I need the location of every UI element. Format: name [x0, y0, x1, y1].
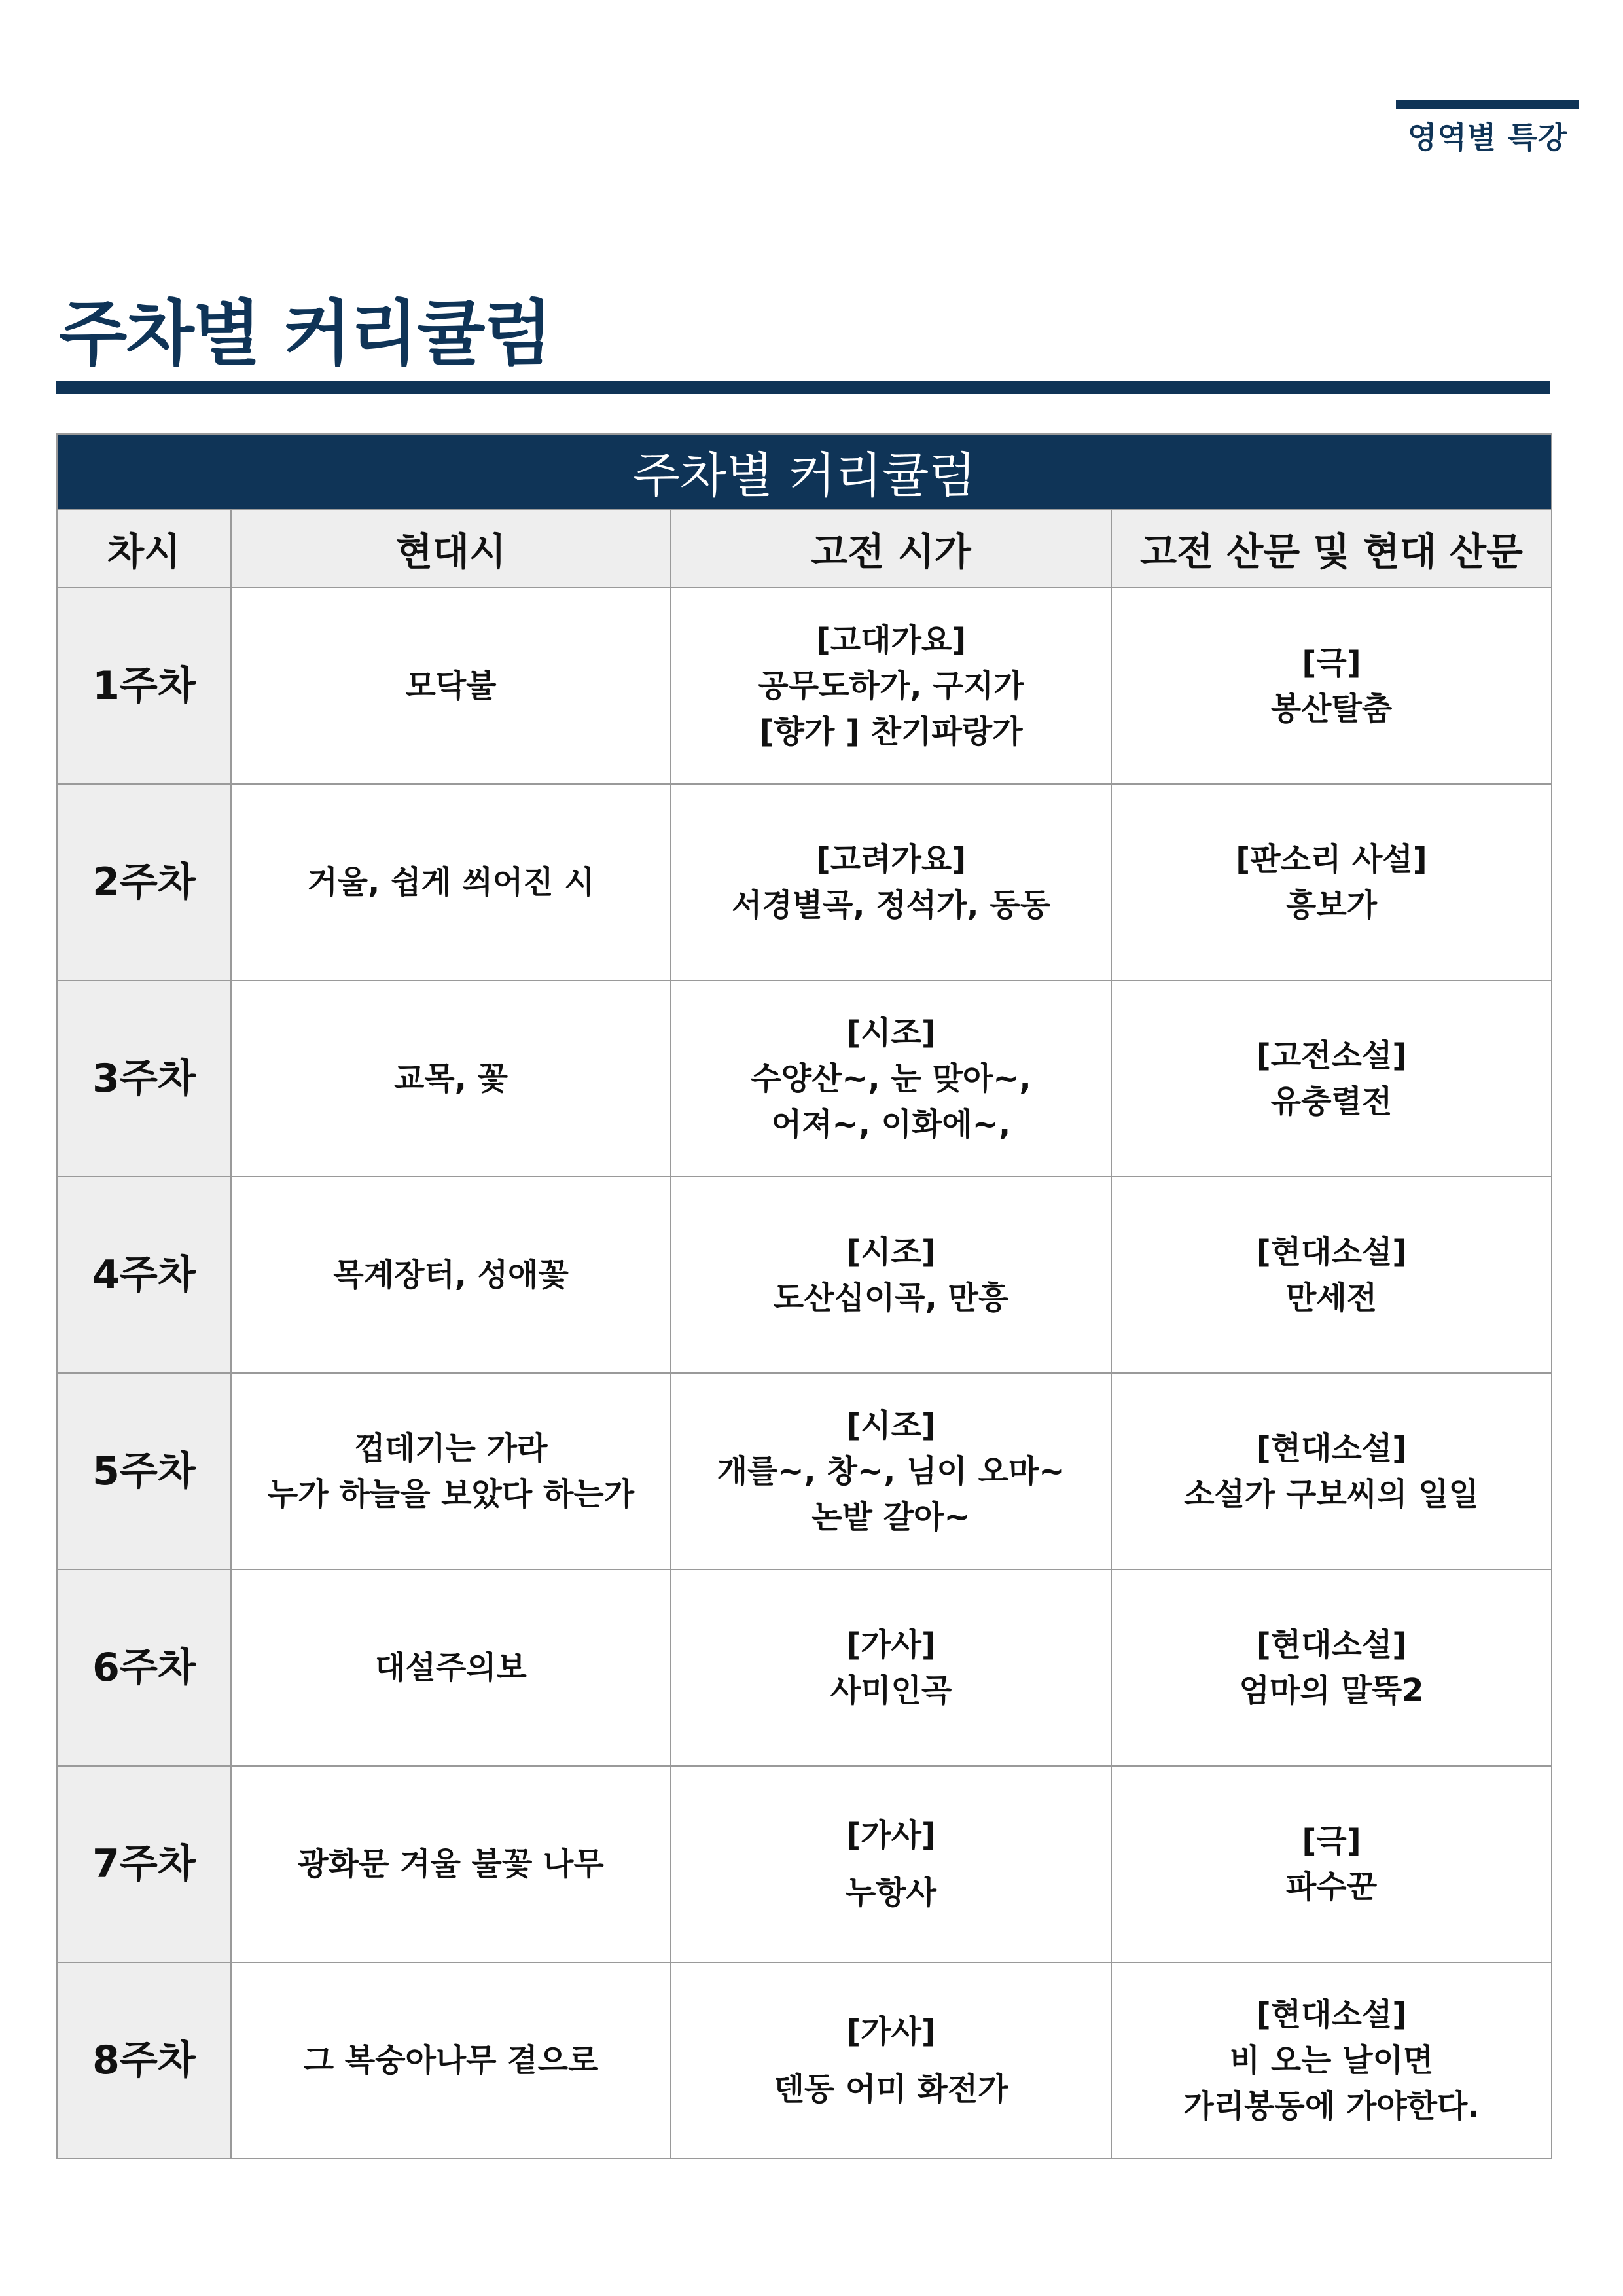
cell-line: 도산십이곡, 만흥 — [773, 1280, 1009, 1316]
curriculum-table — [56, 433, 1552, 2159]
column-header-session: 차시 — [57, 509, 231, 588]
modern-poetry-cell — [231, 980, 671, 1177]
classical-poetry-cell — [671, 1570, 1111, 1766]
modern-poetry-cell — [231, 784, 671, 980]
week-cell: 6주차 — [57, 1570, 231, 1766]
prose-cell — [1111, 1177, 1552, 1373]
week-cell: 1주차 — [57, 588, 231, 784]
prose-cell — [1111, 784, 1552, 980]
cell-line: 누가 하늘을 보았다 하는가 — [267, 1476, 635, 1513]
cell-line: [가사] — [846, 1817, 936, 1854]
section-label: 영역별 특강 — [1407, 120, 1568, 155]
prose-cell — [1111, 1766, 1552, 1962]
cell-line: [판소리 사설] — [1236, 841, 1427, 878]
cell-line: 유충렬전 — [1270, 1083, 1393, 1120]
table-row — [57, 1177, 1552, 1373]
prose-cell — [1111, 1962, 1552, 2159]
modern-poetry-cell — [231, 1570, 671, 1766]
cell-line: 공무도하가, 구지가 — [758, 668, 1024, 704]
cell-line: [현대소설] — [1256, 1430, 1407, 1467]
cell-line: 광화문 겨울 불꽃 나무 — [298, 1846, 604, 1882]
cell-line: 사미인곡 — [830, 1672, 952, 1709]
cell-line: [시조] — [846, 1234, 936, 1270]
cell-line: 흥보가 — [1285, 887, 1378, 924]
cell-line: [현대소설] — [1256, 1996, 1407, 2033]
cell-line: 개를~, 창~, 님이 오마~ — [717, 1453, 1065, 1490]
prose-cell — [1111, 1570, 1552, 1766]
classical-poetry-cell — [671, 588, 1111, 784]
modern-poetry-cell — [231, 1962, 671, 2159]
cell-line: 만세전 — [1285, 1280, 1378, 1316]
cell-line: [고전소설] — [1256, 1037, 1407, 1074]
column-header-prose: 고전 산문 및 현대 산문 — [1111, 509, 1552, 588]
table-row — [57, 1962, 1552, 2159]
cell-line: 파수꾼 — [1285, 1869, 1378, 1905]
week-cell: 4주차 — [57, 1177, 231, 1373]
cell-line: 그 복숭아나무 곁으로 — [303, 2042, 599, 2079]
modern-poetry-cell — [231, 1373, 671, 1570]
cell-line: [극] — [1302, 1823, 1361, 1859]
table-row — [57, 1766, 1552, 1962]
top-accent-rule — [1396, 100, 1579, 109]
cell-line: 덴동 어미 화전가 — [774, 2071, 1008, 2108]
cell-line: [시조] — [846, 1014, 936, 1051]
cell-line: [고대가요] — [815, 622, 967, 658]
modern-poetry-cell — [231, 1766, 671, 1962]
column-header-modern-poetry: 현대시 — [231, 509, 671, 588]
week-cell: 7주차 — [57, 1766, 231, 1962]
table-row — [57, 980, 1552, 1177]
classical-poetry-cell — [671, 1766, 1111, 1962]
cell-line: 모닥불 — [405, 668, 497, 704]
prose-cell — [1111, 980, 1552, 1177]
cell-line: 비 오는 날이면 — [1229, 2042, 1434, 2079]
table-row — [57, 588, 1552, 784]
prose-cell — [1111, 1373, 1552, 1570]
cell-line: 봉산탈춤 — [1270, 691, 1393, 727]
classical-poetry-cell — [671, 980, 1111, 1177]
prose-cell — [1111, 588, 1552, 784]
cell-line: [가사] — [846, 2013, 936, 2050]
cell-line: 엄마의 말뚝2 — [1239, 1672, 1424, 1709]
cell-line: 서경별곡, 정석가, 동동 — [731, 887, 1051, 924]
week-cell: 3주차 — [57, 980, 231, 1177]
cell-line: [현대소설] — [1256, 1626, 1407, 1663]
cell-line: 대설주의보 — [375, 1649, 527, 1686]
cell-line: 거울, 쉽게 씌어진 시 — [307, 864, 595, 901]
table-header-row — [57, 509, 1552, 588]
cell-line: [향가 ] 찬기파랑가 — [759, 713, 1023, 750]
title-underline — [56, 381, 1550, 394]
cell-line: [현대소설] — [1256, 1234, 1407, 1270]
cell-line: 껍데기는 가라 — [354, 1430, 548, 1467]
cell-line: 소설가 구보씨의 일일 — [1184, 1476, 1479, 1513]
week-cell: 2주차 — [57, 784, 231, 980]
classical-poetry-cell — [671, 1177, 1111, 1373]
table-row — [57, 1570, 1552, 1766]
cell-line: [가사] — [846, 1626, 936, 1663]
classical-poetry-cell — [671, 1962, 1111, 2159]
cell-line: [극] — [1302, 645, 1361, 681]
table-row — [57, 784, 1552, 980]
column-header-classical-poetry: 고전 시가 — [671, 509, 1111, 588]
classical-poetry-cell — [671, 1373, 1111, 1570]
cell-line: 교목, 꽃 — [393, 1060, 508, 1097]
week-cell: 8주차 — [57, 1962, 231, 2159]
table-caption: 주차별 커리큘럼 — [57, 434, 1552, 509]
table-caption-row — [57, 434, 1552, 509]
cell-line: 가리봉동에 가야한다. — [1183, 2088, 1480, 2125]
modern-poetry-cell — [231, 588, 671, 784]
page-title: 주차별 커리큘럼 — [59, 293, 551, 375]
cell-line: [시조] — [846, 1407, 936, 1444]
cell-line: 누항사 — [845, 1874, 937, 1911]
classical-poetry-cell — [671, 784, 1111, 980]
cell-line: 목계장터, 성애꽃 — [333, 1257, 569, 1293]
cell-line: 어져~, 이화에~, — [771, 1106, 1011, 1143]
modern-poetry-cell — [231, 1177, 671, 1373]
cell-line: 논밭 갈아~ — [812, 1499, 971, 1535]
table-row — [57, 1373, 1552, 1570]
week-cell: 5주차 — [57, 1373, 231, 1570]
cell-line: 수양산~, 눈 맞아~, — [751, 1060, 1031, 1097]
cell-line: [고려가요] — [815, 841, 967, 878]
